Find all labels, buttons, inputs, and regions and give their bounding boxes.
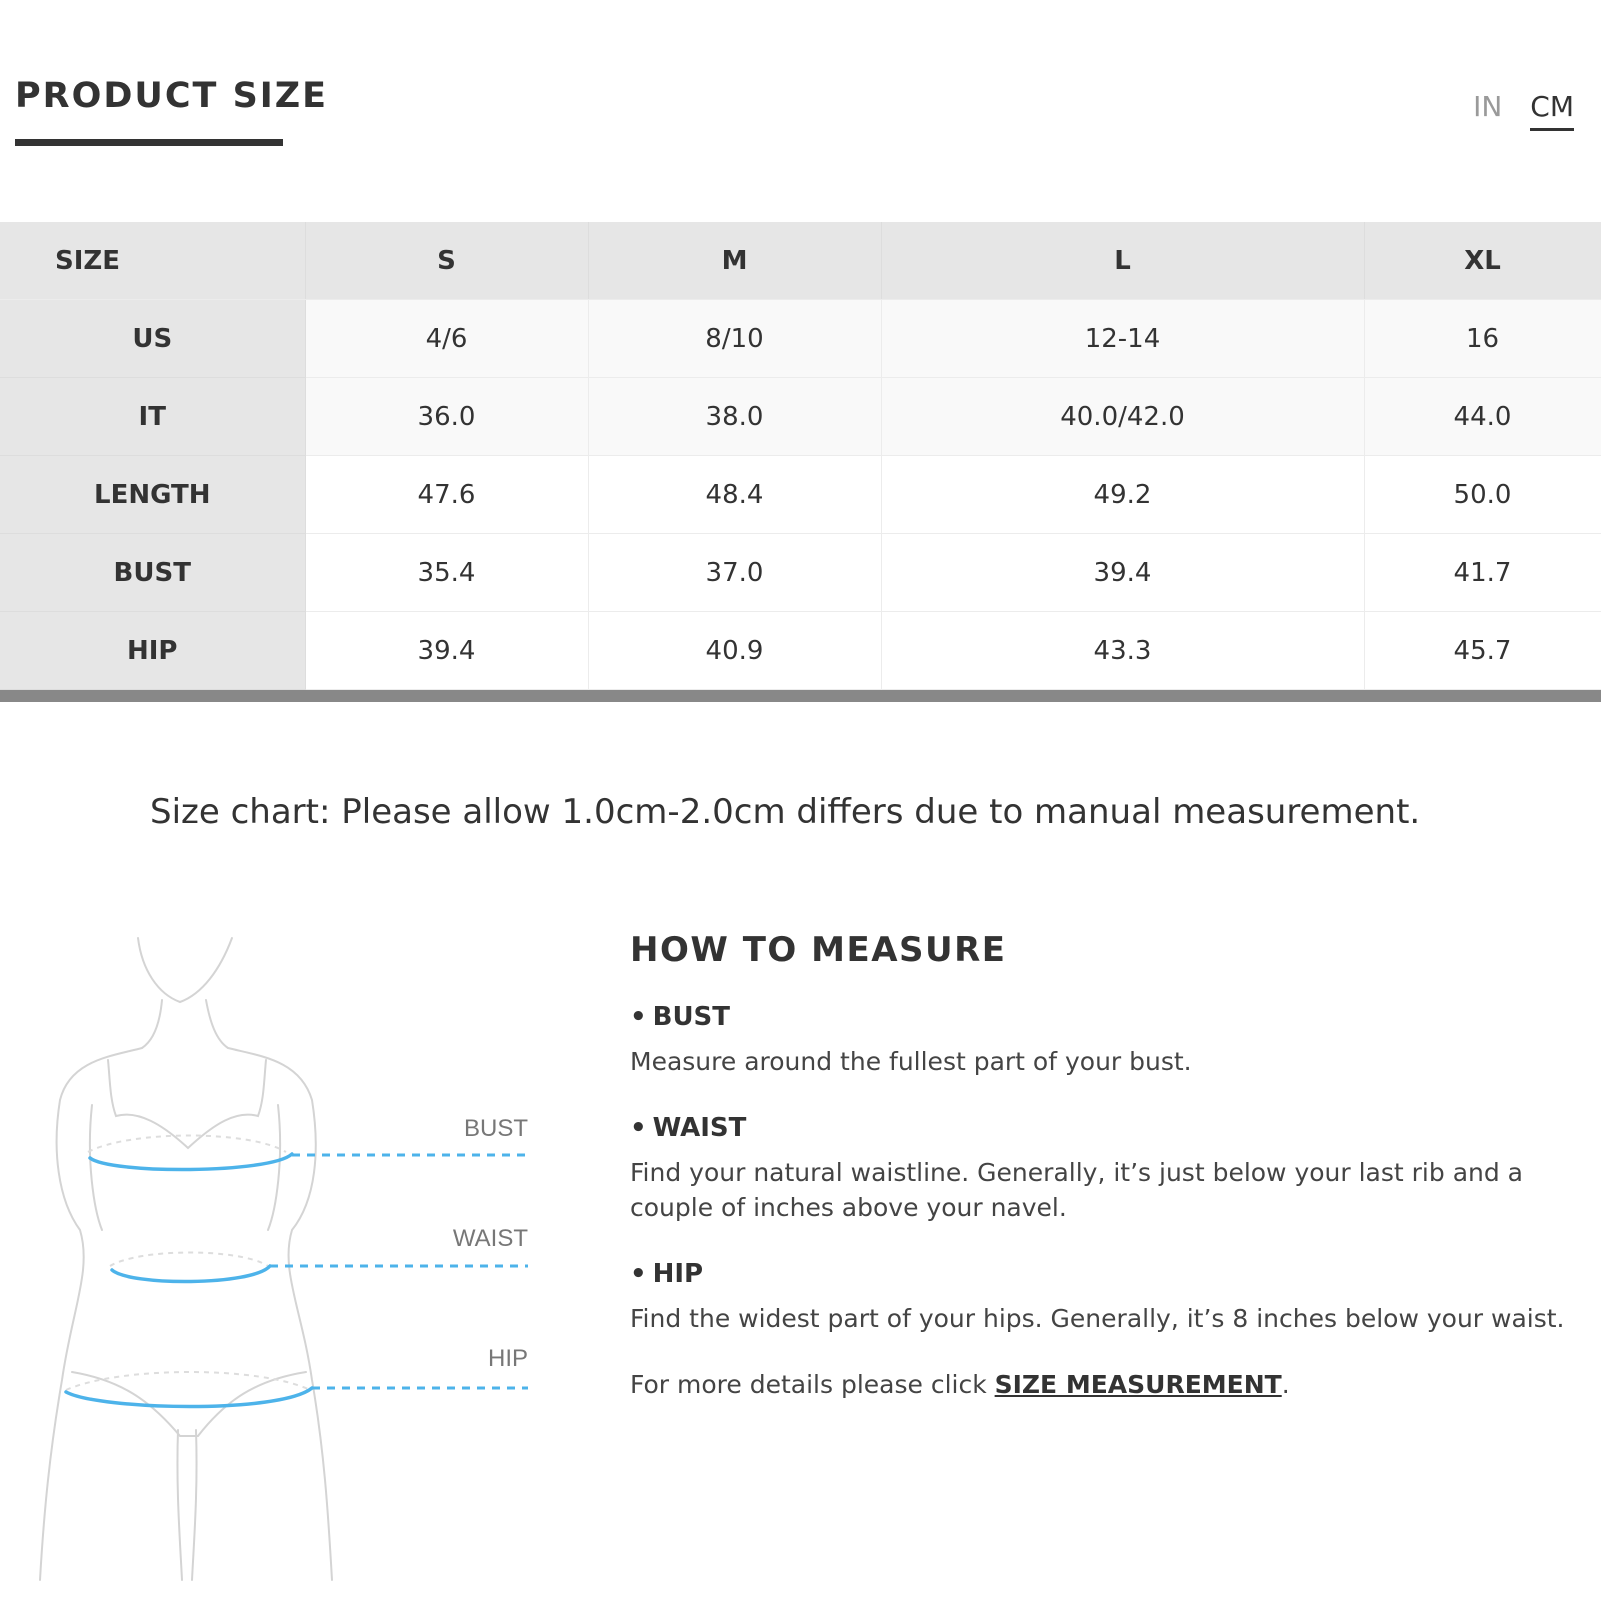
column-header-m: M [588, 222, 881, 300]
row-label: HIP [0, 612, 305, 690]
table-cell: 39.4 [305, 612, 588, 690]
table-cell: 35.4 [305, 534, 588, 612]
briefs-outline [72, 1372, 306, 1436]
figure-label-hip: HIP [487, 1345, 528, 1372]
bullet: • [630, 1259, 647, 1289]
hip-back-edge [66, 1372, 310, 1390]
table-cell: 50.0 [1364, 456, 1601, 534]
page-title: PRODUCT SIZE [15, 76, 329, 116]
measure-item-label: BUST [652, 1002, 731, 1032]
table-cell: 49.2 [881, 456, 1364, 534]
how-to-measure-title: HOW TO MEASURE [630, 930, 1007, 970]
table-cell: 39.4 [881, 534, 1364, 612]
table-bottom-border [0, 690, 1601, 702]
table-cell: 48.4 [588, 456, 881, 534]
table-header-row [0, 222, 1601, 300]
hip-measure-line [66, 1388, 312, 1407]
measure-item-description: Find the widest part of your hips. Generally, it’s 8 inches below your waist. [630, 1304, 1565, 1333]
measure-item-title [630, 1113, 1570, 1143]
table-cell: 36.0 [305, 378, 588, 456]
table-cell: 43.3 [881, 612, 1364, 690]
title-underline [15, 139, 283, 146]
figure-label-bust: BUST [463, 1115, 528, 1142]
table-cell: 12-14 [881, 300, 1364, 378]
body-outline [177, 1430, 182, 1580]
table-cell: 16 [1364, 300, 1601, 378]
body-measurement-figure [30, 930, 550, 1590]
column-header-l: L [881, 222, 1364, 300]
table-cell: 38.0 [588, 378, 881, 456]
measure-item-title [630, 1002, 1570, 1032]
waist-measure-line [112, 1266, 270, 1282]
column-header-s: S [305, 222, 588, 300]
table-cell: 37.0 [588, 534, 881, 612]
unit-toggle [1473, 90, 1574, 131]
table-row [0, 300, 1601, 378]
unit-in-button[interactable]: IN [1473, 90, 1503, 123]
column-header-size: SIZE [0, 222, 305, 300]
table-row [0, 378, 1601, 456]
row-label: LENGTH [0, 456, 305, 534]
table-cell: 47.6 [305, 456, 588, 534]
measure-item-label: HIP [652, 1259, 704, 1289]
row-label: US [0, 300, 305, 378]
more-details-suffix: . [1281, 1370, 1290, 1399]
measure-item-title [630, 1259, 1570, 1289]
figure-label-waist: WAIST [452, 1225, 528, 1252]
measure-item-hip [630, 1259, 1570, 1336]
bust-measure-line [90, 1154, 292, 1170]
bullet: • [630, 1113, 647, 1143]
more-details-text [630, 1370, 1570, 1399]
table-cell: 45.7 [1364, 612, 1601, 690]
body-outline [138, 938, 232, 1002]
measure-item-label: WAIST [652, 1113, 747, 1143]
bust-back-edge [88, 1136, 286, 1153]
table-cell: 40.9 [588, 612, 881, 690]
column-header-xl: XL [1364, 222, 1601, 300]
measure-item-description: Measure around the fullest part of your bust. [630, 1047, 1192, 1076]
body-outline [142, 1000, 162, 1048]
measure-item-description: Find your natural waistline. Generally, it’s just below your last rib and a couple of inches above your navel. [630, 1158, 1523, 1222]
waist-back-edge [110, 1253, 268, 1267]
body-outline [90, 1105, 102, 1230]
bullet: • [630, 1002, 647, 1032]
measure-item-bust [630, 1002, 1570, 1079]
size-measurement-link[interactable]: SIZE MEASUREMENT [994, 1370, 1282, 1399]
body-outline [206, 1000, 228, 1048]
size-table [0, 222, 1601, 690]
table-row [0, 456, 1601, 534]
how-to-measure-section [630, 930, 1570, 1399]
more-details-prefix: For more details please click [630, 1370, 995, 1399]
table-cell: 41.7 [1364, 534, 1601, 612]
table-row [0, 534, 1601, 612]
table-cell: 44.0 [1364, 378, 1601, 456]
size-chart-note: Size chart: Please allow 1.0cm-2.0cm differs due to manual measurement. [150, 792, 1421, 832]
table-cell: 40.0/42.0 [881, 378, 1364, 456]
body-outline [192, 1430, 197, 1580]
table-cell: 8/10 [588, 300, 881, 378]
table-cell: 4/6 [305, 300, 588, 378]
measure-item-waist [630, 1113, 1570, 1225]
unit-cm-button[interactable]: CM [1530, 90, 1574, 131]
row-label: IT [0, 378, 305, 456]
body-outline [268, 1105, 280, 1230]
row-label: BUST [0, 534, 305, 612]
table-row [0, 612, 1601, 690]
